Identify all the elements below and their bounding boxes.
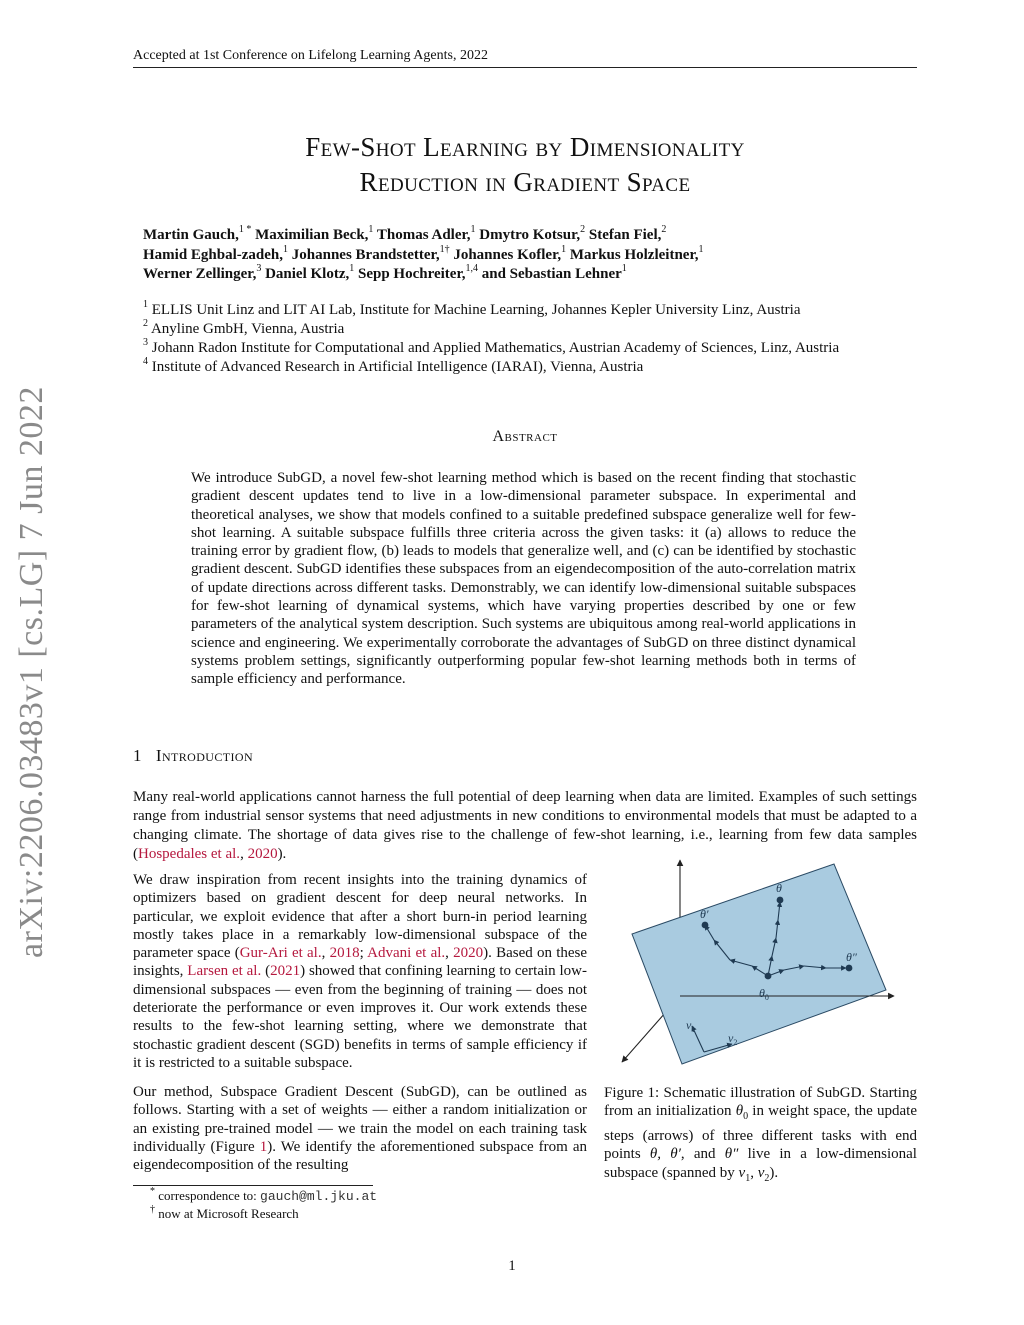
author-affil-sup: 1: [698, 243, 704, 255]
caption-text: live in a low-dimensional subspace (spanned by: [604, 1146, 917, 1181]
paragraph-text: ). We identify the aforementioned subspace from an eigendecomposition of the resulting: [133, 1138, 588, 1174]
title-line-2: Reduction in Gradient Space: [359, 167, 691, 197]
author-name: Martin Gauch,: [143, 227, 239, 243]
paragraph-text: ) showed that confining learning to certain low-dimensional subspaces — even from the beginning of training — does not deteriorate the performance or even improves it. Our work extends these results to the few-shot learning setting, where we demonstrate that stochastic gradient descent (SGD) benefits in terms of sample efficiency if it is restricted to a suitable subspace.: [133, 963, 588, 1071]
paragraph-text: ,: [445, 945, 454, 962]
paragraph-text: We draw inspiration from recent insights into the training dynamics of optimizers based on gradient descent for deep neural networks. In particular, we exploit evidence that after a short burn-in period learning mostly takes place in a remarkably low-dimensional subspace of the parameter space (: [133, 872, 587, 962]
caption-math: θ, θ′: [649, 1146, 681, 1163]
label-v2-symbol: v: [728, 1031, 734, 1045]
author-affil-sup: 1,4: [465, 263, 478, 274]
section-heading: [133, 746, 253, 766]
footnote-text: now at Microsoft Research: [155, 1206, 299, 1221]
label-theta-prime: θ′: [700, 907, 709, 921]
paragraph-text: ,: [321, 945, 330, 962]
author-affil-sup: 1: [368, 224, 374, 235]
abstract-heading: Abstract: [492, 428, 558, 445]
affiliation-text: Institute of Advanced Research in Artificial Intelligence (IARAI), Vienna, Austria: [151, 359, 644, 375]
caption-math-subscript: 1: [745, 1172, 751, 1184]
caption-math-subscript: 0: [743, 1111, 749, 1123]
citation-year-link[interactable]: 2021: [270, 963, 301, 980]
footnote-rule: [133, 1185, 373, 1186]
author-affil-sup: 2: [580, 224, 586, 235]
paper-title: [133, 130, 917, 200]
intro-paragraph-2: [133, 871, 587, 1072]
caption-text: in weight space, the update steps (arrows) of three different tasks with end points: [604, 1103, 917, 1163]
author-affil-sup: 2: [661, 224, 667, 235]
label-theta-double-prime: θ″: [846, 950, 857, 964]
paragraph-text: Our method, Subspace Gradient Descent (SubGD), can be outlined as follows. Starting with a set of weights — either a random initialization or an existing pre-trained model — we train the model on each training task individually (Figure: [133, 1084, 587, 1155]
footnote-text: correspondence to:: [155, 1188, 261, 1203]
affiliation-item: [143, 339, 943, 358]
paragraph-text: ).: [277, 846, 287, 862]
footnote-mark: *: [150, 1185, 155, 1197]
author-name: Sepp Hochreiter,: [357, 266, 466, 282]
caption-math: v: [738, 1164, 746, 1181]
page-number: 1: [508, 1258, 516, 1274]
author-name: Daniel Klotz,: [265, 266, 350, 282]
affiliation-item: [143, 320, 943, 339]
theta-prime-point: [702, 922, 709, 929]
author-line-1: [143, 226, 923, 246]
citation-year-link[interactable]: 2020: [247, 846, 278, 862]
section-number: 1: [133, 746, 142, 765]
label-v1-symbol: v: [686, 1018, 692, 1032]
label-theta0-symbol: θ: [759, 986, 765, 1000]
author-affil-sup: 1: [283, 243, 289, 255]
citation-link[interactable]: Hospedales et al.: [138, 846, 241, 862]
author-affil-sup: 1: [561, 243, 567, 255]
label-theta: θ: [776, 881, 782, 895]
label-v1-subscript: 1: [691, 1025, 696, 1034]
intro-paragraph-1: [133, 788, 917, 864]
caption-text: , and: [680, 1146, 725, 1163]
caption-text: ,: [750, 1164, 758, 1181]
paragraph-text: ;: [359, 945, 368, 962]
caption-math: θ″: [724, 1146, 739, 1163]
affiliation-item: [143, 301, 943, 320]
running-header: Accepted at 1st Conference on Lifelong Learning Agents, 2022: [133, 48, 917, 68]
affiliation-item: [143, 358, 943, 377]
caption-math-subscript: 2: [764, 1172, 770, 1184]
figure-subgd-schematic: [604, 858, 920, 1072]
author-name: Markus Holzleitner,: [569, 246, 699, 263]
citation-link[interactable]: Larsen et al.: [187, 963, 262, 980]
arxiv-identifier[interactable]: arXiv:2206.03483v1 [cs.LG] 7 Jun 2022: [13, 386, 50, 958]
author-affil-sup: 3: [256, 263, 262, 274]
citation-link[interactable]: Advani et al.: [367, 945, 446, 962]
intro-paragraph-3: [133, 1083, 587, 1174]
label-theta0-subscript: 0: [764, 993, 769, 1002]
paragraph-text: ,: [240, 846, 248, 862]
affiliation-text: Anyline GmbH, Vienna, Austria: [150, 321, 345, 337]
subspace-plane: [632, 864, 886, 1064]
author-line-3: [143, 265, 923, 285]
affiliation-number: 1: [143, 299, 148, 310]
label-v2-subscript: 2: [733, 1038, 738, 1047]
author-name: Dmytro Kotsur,: [479, 227, 581, 243]
author-name: Johannes Kofler,: [453, 246, 562, 263]
footnote-mark: †: [150, 1203, 155, 1215]
abstract-body: We introduce SubGD, a novel few-shot learning method which is based on the recent finding that stochastic gradient descent updates tend to live in a low-dimensional parameter subspace. In experimental and theoretical analyses, we show that models confined to a suitable predefined subspace generalize well for few-shot learning. A suitable subspace fulfills three criteria across the given tasks: it (a) allows to reduce the training error by gradient flow, (b) leads to models that generalize well, and (c) can be identified by stochastic gradient descent. SubGD identifies these subspaces from an eigendecomposition of the auto-correlation matrix of update directions across different tasks. Demonstrably, we can identify low-dimensional suitable subspaces for few-shot learning of dynamical systems, which have varying properties described by one or few parameters of the analytical system description. Such systems are ubiquitous among real-world applications in science and engineering. We experimentally corroborate the advantages of SubGD on three distinct dynamical systems problem settings, significantly outperforming popular few-shot learning methods both in terms of sample efficiency and performance.: [191, 470, 856, 688]
author-affil-sup: 1 *: [238, 224, 252, 235]
affiliation-text: ELLIS Unit Linz and LIT AI Lab, Institute for Machine Learning, Johannes Kepler University Linz, Austria: [151, 302, 801, 318]
author-affil-sup: 1: [349, 263, 355, 274]
author-affil-sup: 1†: [439, 243, 450, 255]
author-name: Stefan Fiel,: [588, 227, 662, 243]
affiliation-list: [143, 301, 943, 377]
caption-math: v: [757, 1164, 765, 1181]
footnote-microsoft: [150, 1205, 377, 1222]
theta0-point: [765, 973, 772, 980]
citation-year-link[interactable]: 2018: [329, 945, 360, 962]
author-name: Thomas Adler,: [376, 227, 471, 243]
author-name: Werner Zellinger,: [143, 266, 257, 282]
figure-caption: [604, 1084, 917, 1188]
citation-link[interactable]: Gur-Ari et al.: [239, 945, 322, 962]
title-line-1: Few-Shot Learning by Dimensionality: [305, 132, 745, 162]
caption-text: Schematic illustration of SubGD. Starting from an initialization: [604, 1085, 917, 1120]
affiliation-number: 2: [143, 318, 148, 329]
author-name: Johannes Brandstetter,: [291, 246, 440, 263]
caption-text: ).: [769, 1164, 779, 1181]
caption-prefix: Figure 1:: [604, 1085, 660, 1101]
author-affil-sup: 1: [621, 263, 627, 274]
paragraph-text: Many real-world applications cannot harness the full potential of deep learning when data are limited. Examples of such settings range from industrial sensor systems that need adjustments in new conditions to environmental models that must be adapted to a changing climate. The shortage of data gives rise to the challenge of few-shot learning, i.e., learning from few data samples (: [133, 789, 917, 862]
theta-point: [777, 897, 784, 904]
theta-double-prime-point: [846, 965, 853, 972]
citation-year-link[interactable]: 2020: [453, 945, 484, 962]
paragraph-text: ). Based on these insights,: [133, 945, 588, 980]
affiliation-text: Johann Radon Institute for Computational and Applied Mathematics, Austrian Academy of Sciences, Linz, Austria: [151, 340, 840, 356]
footnotes: [150, 1187, 377, 1222]
author-name: and Sebastian Lehner: [481, 266, 622, 282]
footnote-correspondence: [150, 1187, 377, 1205]
email-link[interactable]: gauch@ml.jku.at: [260, 1189, 378, 1204]
author-affil-sup: 1: [470, 224, 476, 235]
caption-math: θ: [735, 1103, 744, 1120]
figure-reference-link[interactable]: 1: [259, 1138, 268, 1155]
author-name: Hamid Eghbal-zadeh,: [143, 246, 284, 263]
section-title: Introduction: [155, 746, 254, 765]
affiliation-number: 3: [143, 337, 148, 348]
affiliation-number: 4: [143, 356, 148, 367]
author-list: [143, 226, 923, 285]
author-name: Maximilian Beck,: [255, 227, 369, 243]
paragraph-text: (: [261, 963, 271, 980]
